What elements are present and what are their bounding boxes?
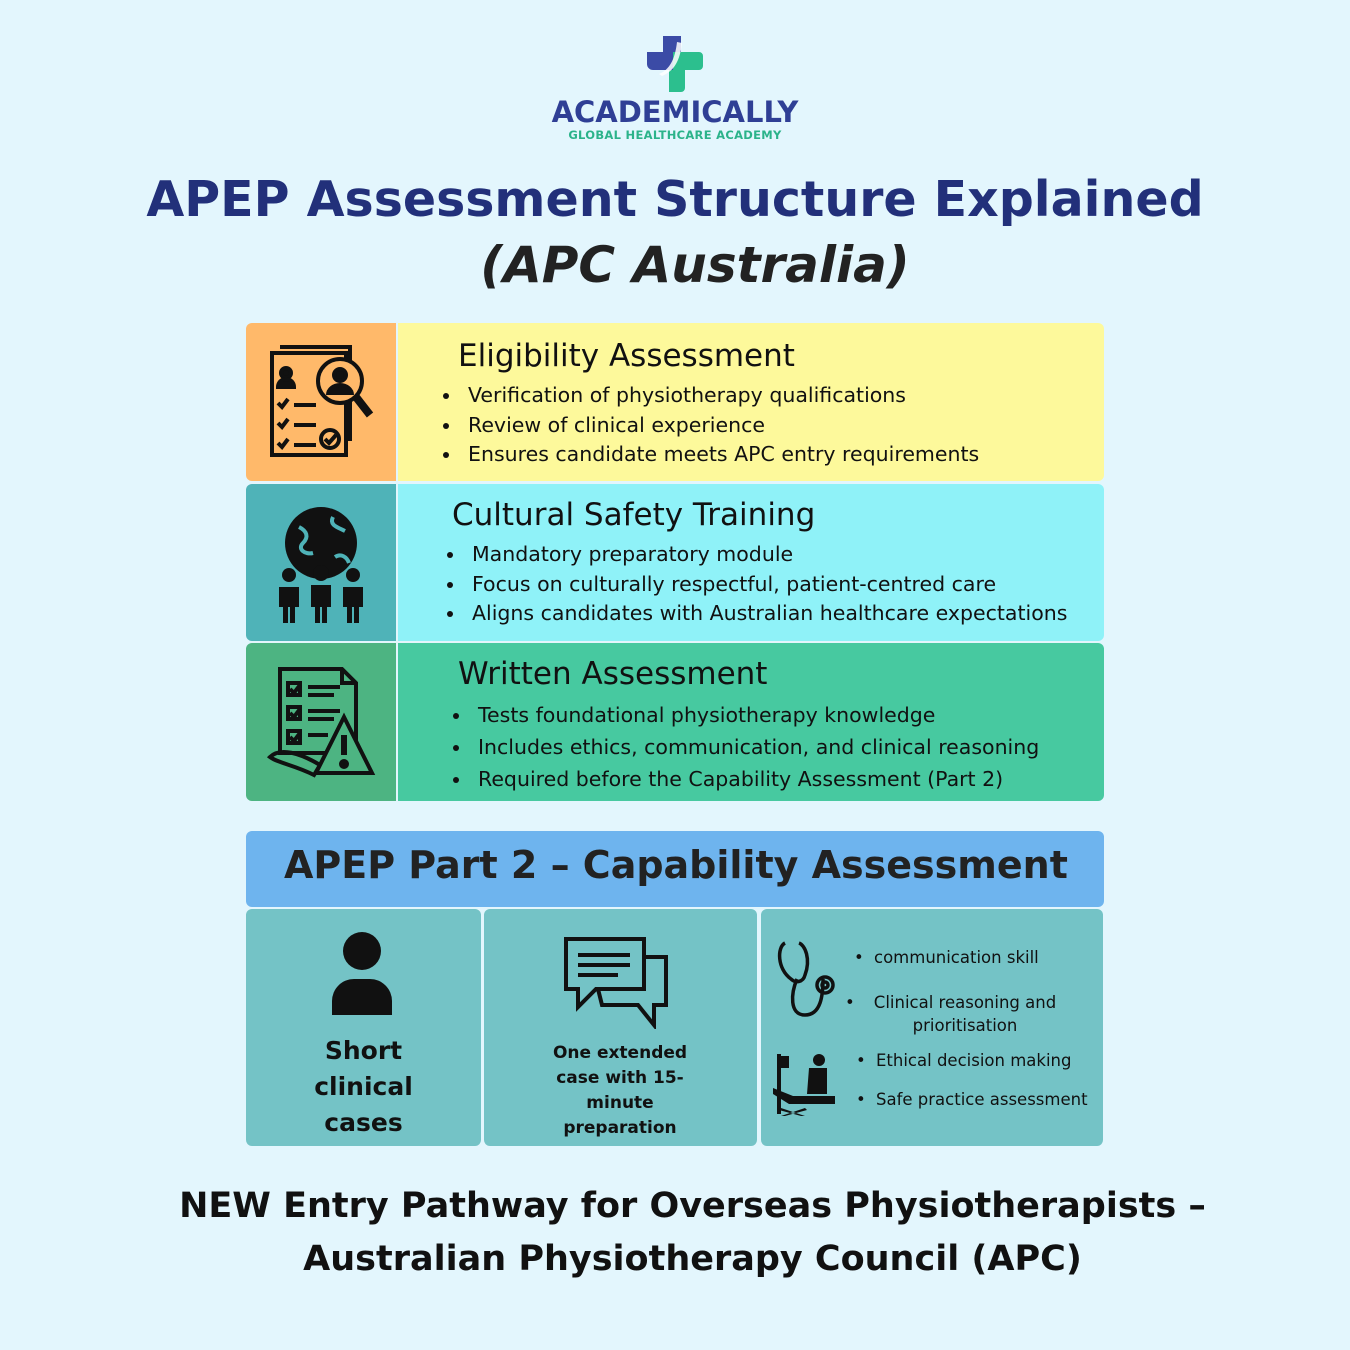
list-item: • Mandatory preparatory module [466,540,1104,570]
footer [0,1180,1350,1286]
list-item: • Aligns candidates with Australian healthcare expectations [466,599,1104,629]
skill-item: • Clinical reasoning and prioritisation [865,991,1065,1037]
list-item: • Review of clinical experience [462,411,1104,441]
list-item: • Required before the Capability Assessment (Part 2) [472,763,1104,795]
section-title: Cultural Safety Training [452,497,816,533]
cultural-safety-section [398,484,1104,641]
skill-item: • communication skill [874,948,1039,967]
checklist-warning-icon [266,665,376,779]
eligibility-icon-box [246,323,396,481]
eligibility-section [398,323,1104,481]
list-item: • Ensures candidate meets APC entry requirements [462,440,1104,470]
medical-cross-hand-icon [645,34,705,94]
logo [545,34,805,142]
part2-header: APEP Part 2 – Capability Assessment [246,831,1104,907]
tile-label: One extended case with 15-minute preparation [552,1043,688,1138]
footer-line-1: NEW Entry Pathway for Overseas Physiotherapists – [179,1186,1206,1226]
skill-item: • Ethical decision making [876,1051,1071,1070]
person-icon [331,931,393,1015]
candidate-search-icon [268,343,374,461]
written-assessment-section [398,643,1104,801]
page-title: APEP Assessment Structure Explained [146,171,1204,228]
skills-tile [761,909,1103,1146]
list-item: • Verification of physiotherapy qualifications [462,381,1104,411]
chat-bubbles-icon [562,935,670,1029]
footer-line-2: Australian Physiotherapy Council (APC) [303,1239,1082,1279]
short-cases-tile [246,909,481,1146]
brand-tagline: GLOBAL HEALTHCARE ACADEMY [568,128,782,142]
page-subtitle: (APC Australia) [480,236,910,294]
written-icon-box [246,643,396,801]
brand-name: ACADEMICALLY [551,95,799,129]
section-title: Eligibility Assessment [458,338,795,374]
extended-case-tile [484,909,757,1146]
skill-item: • Safe practice assessment [876,1090,1088,1109]
list-item: • Tests foundational physiotherapy knowledge [472,699,1104,731]
stethoscope-icon [777,939,837,1019]
global-community-icon [275,503,367,623]
list-item: • Includes ethics, communication, and clinical reasoning [472,731,1104,763]
list-item: • Focus on culturally respectful, patient-centred care [466,570,1104,600]
tile-label: Short clinical cases [314,1036,413,1137]
section-title: Written Assessment [458,656,768,692]
doctor-patient-icon [771,1052,837,1118]
cultural-icon-box [246,484,396,641]
